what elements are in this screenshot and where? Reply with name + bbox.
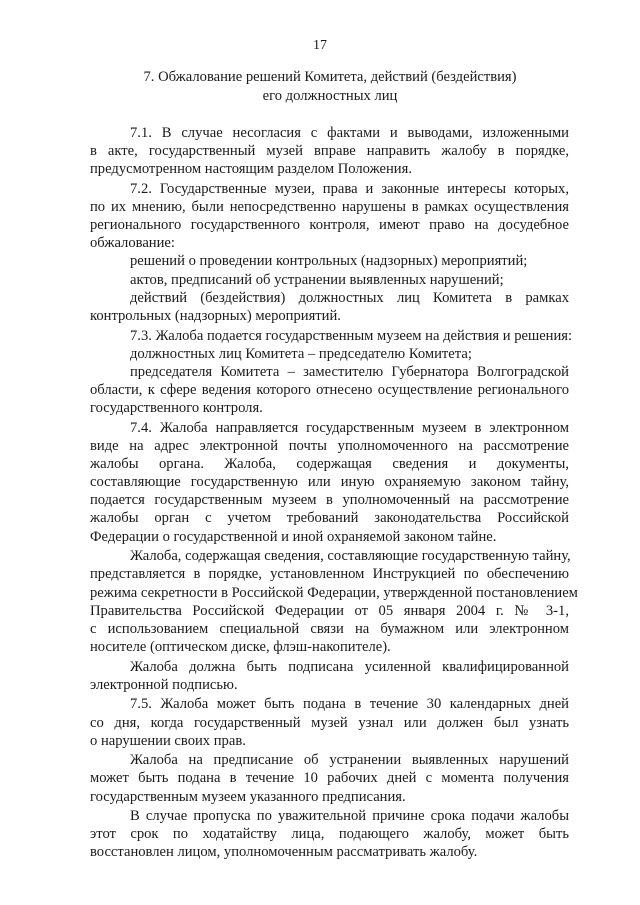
text-line: 7.2. Государственные музеи, права и законные интересы которых, — [130, 180, 569, 197]
text-line: должностных лиц Комитета – председателю Комитета; — [130, 345, 472, 362]
text-line: о нарушении своих прав. — [90, 732, 246, 749]
text-line: предусмотренном настоящим разделом Положения. — [90, 161, 412, 178]
text-line: 7.5. Жалоба может быть подана в течение 30 календарных дней — [130, 696, 569, 713]
text-line: регионального государственного контроля, имеют право на досудебное — [90, 217, 569, 234]
text-line: виде на адрес электронной почты уполномоченного на рассмотрение — [90, 437, 569, 454]
text-line: решений о проведении контрольных (надзорных) мероприятий; — [130, 253, 528, 270]
text-line: 7.4. Жалоба направляется государственным музеем в электронном — [130, 419, 569, 436]
text-line: Жалоба, содержащая сведения, составляющие государственную тайну, — [130, 548, 571, 565]
text-line: может быть подана в течение 10 рабочих дней с момента получения — [90, 770, 569, 787]
text-line: актов, предписаний об устранении выявленных нарушений; — [130, 271, 504, 288]
text-line: В случае пропуска по уважительной причине срока подачи жалобы — [130, 808, 569, 825]
text-line: этот срок по ходатайству лица, подающего жалобу, может быть — [90, 826, 569, 843]
section-heading-line: его должностных лиц — [262, 88, 398, 104]
body-text — [90, 124, 578, 862]
text-line: обжалование: — [90, 235, 175, 252]
text-line: восстановлен лицом, уполномоченным рассматривать жалобу. — [90, 844, 478, 861]
text-line: со дня, когда государственный музей узнал или должен был узнать — [90, 714, 569, 731]
text-line: по их мнению, были непосредственно нарушены в рамках осуществления — [90, 199, 569, 216]
text-line: жалобы орган с учетом требований законодательства Российской — [90, 510, 569, 527]
text-line: председателя Комитета – заместителю Губернатора Волгоградской — [130, 363, 569, 380]
text-line: Федерации о государственной и иной охраняемой законом тайне. — [90, 528, 497, 545]
text-line: жалобы органа. Жалоба, содержащая сведения и документы, — [90, 456, 569, 473]
section-heading — [90, 68, 570, 106]
text-line: 7.3. Жалоба подается государственным музеем на действия и решения: — [130, 327, 573, 344]
text-line: носителе (оптическом диске, флэш-накопителе). — [90, 638, 391, 655]
text-line: представляется в порядке, установленном Инструкцией по обеспечению — [90, 566, 569, 583]
text-line: электронной подписью. — [90, 676, 238, 693]
text-line: с использованием специальной связи на бумажном или электронном — [90, 620, 569, 637]
text-line: Жалоба должна быть подписана усиленной квалифицированной — [130, 658, 569, 675]
text-line: государственного контроля. — [90, 400, 263, 417]
page-number: 17 — [313, 38, 327, 53]
text-line: режима секретности в Российской Федерации, утвержденной постановлением — [90, 584, 578, 601]
text-line: действий (бездействия) должностных лиц Комитета в рамках — [130, 289, 569, 306]
text-line: государственным музеем указанного предписания. — [90, 788, 406, 805]
text-line: 7.1. В случае несогласия с фактами и выводами, изложенными — [130, 125, 569, 141]
text-line: Правительства Российской Федерации от 05 января 2004 г. № 3-1, — [90, 602, 569, 619]
text-line: подается государственным музеем в уполномоченный на рассмотрение — [90, 492, 569, 509]
text-line: области, к сфере ведения которого отнесено осуществление регионального — [90, 381, 569, 398]
text-line: составляющие государственную или иную охраняемую законом тайну, — [90, 474, 569, 491]
text-line: в акте, государственный музей вправе направить жалобу в порядке, — [90, 143, 569, 160]
text-line: контрольных (надзорных) мероприятий. — [90, 307, 341, 324]
text-line: Жалоба на предписание об устранении выявленных нарушений — [130, 752, 569, 769]
section-heading-line: 7. Обжалование решений Комитета, действий (бездействия) — [143, 69, 517, 85]
